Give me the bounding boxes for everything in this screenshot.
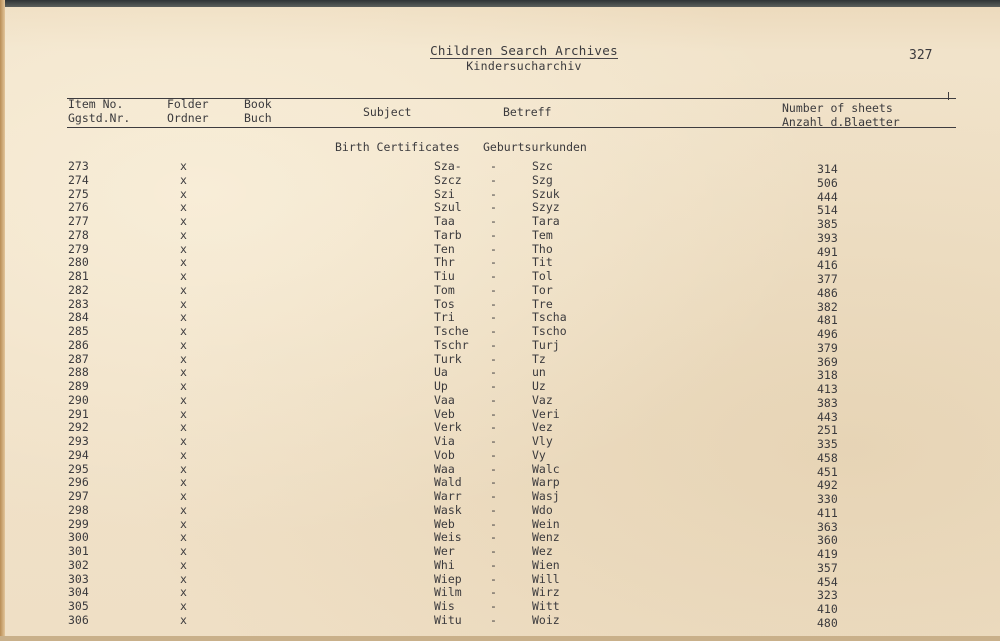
section-title-de: Geburtsurkunden	[483, 140, 587, 154]
sheet-count: 379	[817, 340, 838, 355]
item-number: 302	[68, 557, 89, 572]
folder-mark: x	[180, 351, 187, 366]
range-from: Wask	[434, 502, 462, 517]
item-number: 284	[68, 310, 89, 325]
sheet-count: 506	[817, 175, 838, 190]
table-row	[0, 573, 1000, 587]
folder-mark: x	[180, 461, 187, 476]
item-number: 288	[68, 365, 89, 380]
folder-mark: x	[180, 255, 187, 270]
range-to: Szuk	[532, 186, 560, 201]
range-from: Wer	[434, 544, 455, 558]
sheet-count: 318	[817, 368, 838, 383]
folder-mark: x	[180, 420, 187, 435]
range-from: Verk	[434, 420, 462, 435]
table-row	[0, 188, 1000, 202]
range-dash: -	[490, 585, 497, 600]
folder-mark: x	[180, 502, 187, 517]
range-to: Tho	[532, 241, 553, 256]
table-row	[0, 518, 1000, 532]
item-number: 276	[68, 200, 89, 215]
range-dash: -	[490, 557, 497, 572]
range-from: Waa	[434, 461, 455, 476]
item-number: 291	[68, 406, 89, 421]
item-number: 289	[68, 379, 89, 393]
item-number: 280	[68, 255, 89, 270]
table-row	[0, 298, 1000, 312]
item-number: 281	[68, 269, 89, 283]
item-number: 273	[68, 159, 89, 173]
range-to: Tre	[532, 296, 553, 311]
range-from: Tarb	[434, 227, 462, 242]
item-number: 278	[68, 227, 89, 242]
table-row	[0, 160, 1000, 174]
range-from: Tri	[434, 310, 455, 325]
range-from: Thr	[434, 255, 455, 270]
table-row	[0, 559, 1000, 573]
item-number: 283	[68, 296, 89, 311]
range-dash: -	[490, 406, 497, 421]
range-from: Szul	[434, 200, 462, 215]
range-to: un	[532, 365, 546, 380]
folder-mark: x	[180, 324, 187, 338]
folder-mark: x	[180, 227, 187, 242]
folder-mark: x	[180, 365, 187, 380]
range-dash: -	[490, 282, 497, 297]
range-from: Up	[434, 379, 448, 393]
range-dash: -	[490, 186, 497, 201]
range-from: Szi	[434, 186, 455, 201]
table-row	[0, 420, 1000, 438]
range-dash: -	[490, 502, 497, 517]
table-row	[0, 284, 1000, 298]
range-from: Wilm	[434, 585, 462, 600]
sheet-count: 383	[817, 395, 838, 410]
item-number: 282	[68, 282, 89, 297]
sheet-count: 496	[817, 327, 838, 341]
folder-mark: x	[180, 406, 187, 421]
range-dash: -	[490, 227, 497, 242]
range-from: Vaa	[434, 392, 455, 407]
sheet-count: 443	[817, 409, 838, 424]
range-to: Woiz	[532, 612, 560, 627]
item-number: 290	[68, 392, 89, 407]
range-to: Tscha	[532, 310, 567, 325]
sheet-count: 454	[817, 574, 838, 589]
sheet-count: 444	[817, 189, 838, 204]
folder-mark: x	[180, 296, 187, 311]
sheet-count: 377	[817, 272, 838, 286]
range-to: Tit	[532, 255, 553, 270]
range-from: Sza-	[434, 159, 462, 173]
table-row	[0, 200, 1000, 218]
range-to: Tara	[532, 214, 560, 228]
item-number: 285	[68, 324, 89, 338]
item-number: 274	[68, 172, 89, 187]
table-row	[0, 270, 1000, 284]
sheet-count: 323	[817, 588, 838, 603]
folder-mark: x	[180, 612, 187, 627]
table-row	[0, 504, 1000, 518]
range-dash: -	[490, 530, 497, 545]
column-header-item	[68, 97, 130, 125]
range-dash: -	[490, 612, 497, 627]
table-row	[0, 600, 1000, 614]
table-row	[0, 365, 1000, 383]
range-to: Witt	[532, 599, 560, 613]
item-number: 297	[68, 489, 89, 503]
folder-mark: x	[180, 159, 187, 173]
range-to: Wien	[532, 557, 560, 572]
table-row	[0, 475, 1000, 493]
column-header-betreff: Betreff	[503, 105, 552, 119]
item-number: 287	[68, 351, 89, 366]
range-to: Uz	[532, 379, 546, 393]
document-header	[0, 43, 1000, 73]
table-row	[0, 545, 1000, 559]
range-dash: -	[490, 489, 497, 503]
sheet-count: 393	[817, 230, 838, 245]
column-header-sheets-en: Number of sheets	[782, 101, 893, 115]
sheet-count: 251	[817, 423, 838, 438]
range-from: Via	[434, 434, 455, 448]
folder-mark: x	[180, 447, 187, 462]
range-dash: -	[490, 337, 497, 352]
range-to: Vaz	[532, 392, 553, 407]
folder-mark: x	[180, 241, 187, 256]
range-from: Vob	[434, 447, 455, 462]
range-dash: -	[490, 255, 497, 270]
range-dash: -	[490, 365, 497, 380]
folder-mark: x	[180, 557, 187, 572]
table-row	[0, 353, 1000, 367]
table-row	[0, 394, 1000, 408]
range-from: Szcz	[434, 172, 462, 187]
range-to: Wirz	[532, 585, 560, 600]
sheet-count: 416	[817, 258, 838, 273]
range-from: Weis	[434, 530, 462, 545]
range-dash: -	[490, 159, 497, 173]
range-dash: -	[490, 434, 497, 448]
range-dash: -	[490, 392, 497, 407]
range-dash: -	[490, 516, 497, 531]
table-row	[0, 530, 1000, 548]
page-number: 327	[909, 48, 933, 63]
table-row	[0, 408, 1000, 422]
table-row	[0, 463, 1000, 477]
sheet-count: 458	[817, 450, 838, 465]
table-row	[0, 215, 1000, 229]
item-number: 305	[68, 599, 89, 613]
item-number: 279	[68, 241, 89, 256]
folder-mark: x	[180, 489, 187, 503]
item-number: 300	[68, 530, 89, 545]
column-header-sheets	[782, 101, 900, 129]
range-to: Wdo	[532, 502, 553, 517]
range-dash: -	[490, 324, 497, 338]
table-row	[0, 325, 1000, 339]
range-dash: -	[490, 599, 497, 613]
range-to: Szc	[532, 159, 553, 173]
folder-mark: x	[180, 379, 187, 393]
item-number: 298	[68, 502, 89, 517]
range-from: Ten	[434, 241, 455, 256]
range-from: Veb	[434, 406, 455, 421]
folder-mark: x	[180, 434, 187, 448]
sheet-count: 314	[817, 162, 838, 176]
range-to: Tz	[532, 351, 546, 366]
column-header-item-en: Item No.	[68, 97, 124, 111]
range-dash: -	[490, 351, 497, 366]
range-to: Will	[532, 571, 560, 586]
item-number: 293	[68, 434, 89, 448]
section-title-en: Birth Certificates	[335, 140, 460, 154]
folder-mark: x	[180, 516, 187, 531]
item-number: 277	[68, 214, 89, 228]
table-row	[0, 255, 1000, 273]
folder-mark: x	[180, 186, 187, 201]
table-row	[0, 243, 1000, 257]
range-from: Ua	[434, 365, 448, 380]
folder-mark: x	[180, 544, 187, 558]
item-number: 295	[68, 461, 89, 476]
item-number: 306	[68, 612, 89, 627]
range-to: Vly	[532, 434, 553, 448]
sheet-count: 382	[817, 299, 838, 314]
folder-mark: x	[180, 392, 187, 407]
range-from: Turk	[434, 351, 462, 366]
range-dash: -	[490, 379, 497, 393]
sheet-count: 514	[817, 203, 838, 218]
folder-mark: x	[180, 530, 187, 545]
range-from: Tschr	[434, 337, 469, 352]
sheet-count: 413	[817, 382, 838, 396]
range-to: Turj	[532, 337, 560, 352]
column-header-book-en: Book	[244, 97, 272, 111]
range-dash: -	[490, 241, 497, 256]
table-row	[0, 449, 1000, 463]
sheet-count: 486	[817, 285, 838, 300]
sheet-count: 363	[817, 519, 838, 534]
sheet-count: 451	[817, 464, 838, 479]
item-number: 299	[68, 516, 89, 531]
sheet-count: 481	[817, 313, 838, 328]
table-row	[0, 174, 1000, 188]
table-row	[0, 585, 1000, 603]
range-to: Wez	[532, 544, 553, 558]
item-number: 301	[68, 544, 89, 558]
sheet-count: 369	[817, 354, 838, 369]
sheet-count: 357	[817, 560, 838, 575]
column-header-book-de: Buch	[244, 111, 272, 125]
item-number: 275	[68, 186, 89, 201]
range-from: Wis	[434, 599, 455, 613]
binder-edge	[0, 0, 1000, 7]
folder-mark: x	[180, 310, 187, 325]
column-header-folder-en: Folder	[167, 97, 209, 111]
item-number: 296	[68, 475, 89, 490]
column-header-item-de: Ggstd.Nr.	[68, 111, 131, 125]
range-from: Wald	[434, 475, 462, 490]
range-to: Wein	[532, 516, 560, 531]
table-row	[0, 435, 1000, 449]
table-row	[0, 380, 1000, 394]
column-header-folder-de: Ordner	[167, 111, 209, 125]
table-row	[0, 339, 1000, 353]
range-from: Whi	[434, 557, 455, 572]
sheet-count: 491	[817, 244, 838, 259]
range-from: Web	[434, 516, 455, 531]
folder-mark: x	[180, 337, 187, 352]
range-dash: -	[490, 475, 497, 490]
range-dash: -	[490, 296, 497, 311]
range-to: Warp	[532, 475, 560, 490]
range-from: Taa	[434, 214, 455, 228]
folder-mark: x	[180, 599, 187, 613]
range-dash: -	[490, 172, 497, 187]
range-to: Szyz	[532, 200, 560, 215]
sheet-count: 411	[817, 505, 838, 520]
folder-mark: x	[180, 214, 187, 228]
range-dash: -	[490, 310, 497, 325]
range-to: Szg	[532, 172, 553, 187]
range-to: Wasj	[532, 489, 560, 503]
folder-mark: x	[180, 585, 187, 600]
range-dash: -	[490, 571, 497, 586]
folder-mark: x	[180, 269, 187, 283]
range-to: Vy	[532, 447, 546, 462]
item-number: 294	[68, 447, 89, 462]
sheet-count: 410	[817, 602, 838, 616]
range-to: Vez	[532, 420, 553, 435]
range-from: Wiep	[434, 571, 462, 586]
sheet-count: 360	[817, 533, 838, 548]
rule-tick-mark	[948, 92, 949, 100]
item-number: 286	[68, 337, 89, 352]
document-title: Children Search Archives	[430, 43, 618, 58]
sheet-count: 492	[817, 478, 838, 493]
range-to: Walc	[532, 461, 560, 476]
range-dash: -	[490, 544, 497, 558]
range-dash: -	[490, 269, 497, 283]
column-header-subject: Subject	[363, 105, 412, 119]
range-from: Tsche	[434, 324, 469, 338]
item-number: 303	[68, 571, 89, 586]
sheet-count: 335	[817, 437, 838, 451]
range-to: Tem	[532, 227, 553, 242]
range-to: Tscho	[532, 324, 567, 338]
folder-mark: x	[180, 172, 187, 187]
range-from: Tiu	[434, 269, 455, 283]
range-dash: -	[490, 200, 497, 215]
range-to: Tor	[532, 282, 553, 297]
folder-mark: x	[180, 475, 187, 490]
range-from: Tos	[434, 296, 455, 311]
column-header-sheets-de: Anzahl d.Blaetter	[782, 115, 900, 129]
range-to: Tol	[532, 269, 553, 283]
range-to: Veri	[532, 406, 560, 421]
table-row	[0, 310, 1000, 328]
sheet-count: 330	[817, 492, 838, 506]
range-from: Warr	[434, 489, 462, 503]
range-from: Witu	[434, 612, 462, 627]
sheet-count: 385	[817, 217, 838, 231]
table-row	[0, 229, 1000, 243]
range-dash: -	[490, 420, 497, 435]
folder-mark: x	[180, 282, 187, 297]
column-header-book	[244, 97, 272, 125]
folder-mark: x	[180, 571, 187, 586]
item-number: 304	[68, 585, 89, 600]
folder-mark: x	[180, 200, 187, 215]
range-to: Wenz	[532, 530, 560, 545]
page-bottom-edge	[0, 636, 1000, 641]
table-row	[0, 614, 1000, 628]
sheet-count: 419	[817, 547, 838, 561]
range-dash: -	[490, 461, 497, 476]
item-number: 292	[68, 420, 89, 435]
column-header-folder	[167, 97, 209, 125]
table-row	[0, 490, 1000, 504]
range-dash: -	[490, 214, 497, 228]
document-subtitle: Kindersucharchiv	[466, 59, 582, 73]
range-dash: -	[490, 447, 497, 462]
range-from: Tom	[434, 282, 455, 297]
sheet-count: 480	[817, 615, 838, 630]
